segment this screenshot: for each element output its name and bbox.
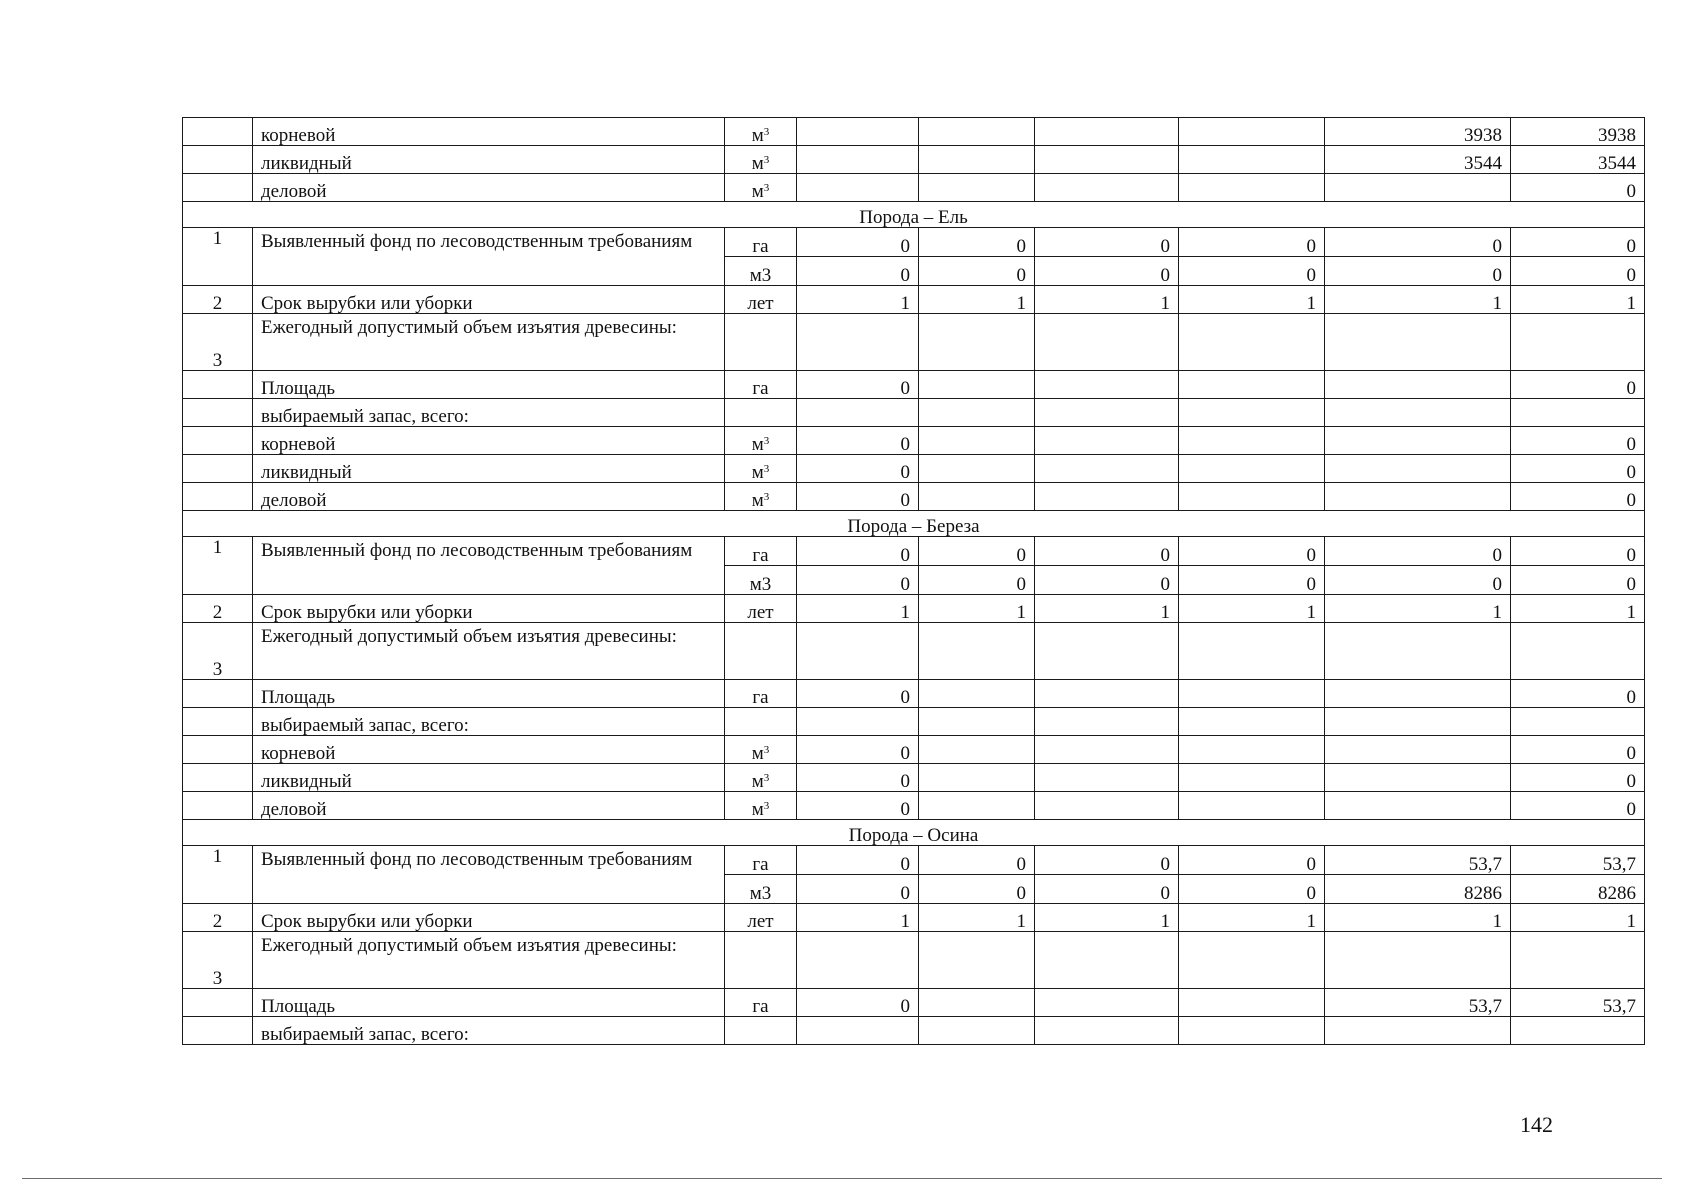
unit-exponent: 3 (763, 182, 770, 194)
row-number (183, 764, 253, 792)
value-cell (1325, 483, 1511, 511)
value-cell: 53,7 (1325, 989, 1511, 1017)
value-cell: 1 (1511, 286, 1645, 314)
empty-cell (1511, 932, 1645, 989)
table-row (183, 708, 1645, 736)
value-cell (797, 708, 919, 736)
value-cell: 0 (797, 455, 919, 483)
unit-label: м (751, 799, 764, 820)
value-cell: 0 (797, 736, 919, 764)
value-cell (1035, 792, 1179, 820)
row-label: деловой (253, 483, 725, 511)
value-cell: 3938 (1325, 118, 1511, 146)
value-cell (919, 989, 1035, 1017)
unit-cell (725, 483, 797, 511)
value-cell: 0 (1035, 257, 1179, 286)
table-row (183, 174, 1645, 202)
row-label: ликвидный (253, 764, 725, 792)
forest-use-table (182, 117, 1645, 1045)
row-label: Площадь (253, 371, 725, 399)
value-cell: 0 (1325, 257, 1511, 286)
row-number: 3 (183, 932, 253, 989)
row-number: 3 (183, 314, 253, 371)
row-number: 3 (183, 623, 253, 680)
value-cell (919, 371, 1035, 399)
unit-cell: лет (725, 286, 797, 314)
unit-exponent: 3 (763, 491, 770, 503)
value-cell (1325, 736, 1511, 764)
species-header: Порода – Береза (183, 511, 1645, 537)
value-cell (1035, 174, 1179, 202)
value-cell (1035, 427, 1179, 455)
unit-cell: га (725, 680, 797, 708)
value-cell: 0 (1035, 846, 1179, 875)
value-cell (1325, 764, 1511, 792)
unit-cell: га (725, 989, 797, 1017)
row-number (183, 174, 253, 202)
value-cell (919, 174, 1035, 202)
value-cell: 0 (797, 680, 919, 708)
table-row (183, 511, 1645, 537)
value-cell (1511, 399, 1645, 427)
row-number (183, 399, 253, 427)
value-cell (1325, 455, 1511, 483)
table-row (183, 427, 1645, 455)
table-row (183, 932, 1645, 989)
value-cell: 0 (797, 537, 919, 566)
value-cell: 0 (1035, 537, 1179, 566)
row-number: 2 (183, 286, 253, 314)
table-row (183, 455, 1645, 483)
value-cell (1035, 455, 1179, 483)
value-cell: 0 (919, 257, 1035, 286)
species-header: Порода – Ель (183, 202, 1645, 228)
value-cell (1035, 989, 1179, 1017)
value-cell: 0 (1035, 566, 1179, 595)
footer-divider (22, 1178, 1662, 1179)
unit-cell: лет (725, 904, 797, 932)
value-cell: 0 (1035, 228, 1179, 257)
empty-cell (1179, 932, 1325, 989)
value-cell: 0 (919, 875, 1035, 904)
unit-cell: га (725, 228, 797, 257)
page-number: 142 (1520, 1112, 1553, 1137)
table-row (183, 1017, 1645, 1045)
value-cell: 0 (1511, 764, 1645, 792)
table-row (183, 846, 1645, 875)
value-cell: 1 (797, 286, 919, 314)
value-cell (797, 399, 919, 427)
row-label: Площадь (253, 989, 725, 1017)
row-number: 1 (183, 228, 253, 286)
empty-cell (725, 932, 797, 989)
value-cell: 1 (1325, 904, 1511, 932)
value-cell: 1 (1035, 595, 1179, 623)
value-cell: 0 (797, 989, 919, 1017)
value-cell: 1 (919, 286, 1035, 314)
row-label: Ежегодный допустимый объем изъятия древесины: (253, 623, 725, 680)
value-cell (1179, 736, 1325, 764)
table-row (183, 228, 1645, 257)
value-cell: 0 (1179, 566, 1325, 595)
row-label: ликвидный (253, 455, 725, 483)
unit-exponent: 3 (763, 800, 770, 812)
value-cell (797, 118, 919, 146)
value-cell: 0 (1325, 228, 1511, 257)
table-row (183, 537, 1645, 566)
row-number: 2 (183, 904, 253, 932)
row-label: Срок вырубки или уборки (253, 904, 725, 932)
value-cell: 0 (1511, 427, 1645, 455)
unit-cell (725, 708, 797, 736)
value-cell (1179, 399, 1325, 427)
table-row (183, 371, 1645, 399)
empty-cell (919, 932, 1035, 989)
unit-cell (725, 146, 797, 174)
value-cell: 0 (1511, 174, 1645, 202)
unit-label: м (751, 125, 764, 146)
empty-cell (919, 623, 1035, 680)
value-cell: 0 (797, 875, 919, 904)
value-cell (1325, 708, 1511, 736)
unit-exponent: 3 (763, 463, 770, 475)
value-cell (797, 1017, 919, 1045)
value-cell: 1 (1179, 595, 1325, 623)
value-cell: 1 (1511, 595, 1645, 623)
empty-cell (1179, 623, 1325, 680)
empty-cell (797, 314, 919, 371)
value-cell: 0 (1179, 537, 1325, 566)
unit-exponent: 3 (763, 154, 770, 166)
row-label: деловой (253, 792, 725, 820)
value-cell (1179, 792, 1325, 820)
value-cell (919, 708, 1035, 736)
value-cell: 1 (1179, 904, 1325, 932)
value-cell (919, 764, 1035, 792)
unit-label: м (751, 153, 764, 174)
value-cell (1179, 764, 1325, 792)
table-row (183, 286, 1645, 314)
unit-cell (725, 764, 797, 792)
value-cell (1179, 174, 1325, 202)
value-cell: 0 (797, 257, 919, 286)
value-cell: 0 (1179, 846, 1325, 875)
table-row (183, 483, 1645, 511)
unit-label: м (751, 771, 764, 792)
row-label: Выявленный фонд по лесоводственным требованиям (253, 537, 725, 595)
row-label: Срок вырубки или уборки (253, 286, 725, 314)
unit-cell (725, 1017, 797, 1045)
value-cell (919, 483, 1035, 511)
value-cell: 0 (919, 537, 1035, 566)
row-label: Выявленный фонд по лесоводственным требованиям (253, 846, 725, 904)
value-cell: 0 (1511, 483, 1645, 511)
table-row (183, 736, 1645, 764)
unit-cell: м3 (725, 875, 797, 904)
table-row (183, 118, 1645, 146)
unit-exponent: 3 (763, 435, 770, 447)
row-number: 1 (183, 846, 253, 904)
row-number (183, 371, 253, 399)
value-cell (1035, 118, 1179, 146)
table-row (183, 904, 1645, 932)
value-cell (797, 174, 919, 202)
unit-cell: м3 (725, 566, 797, 595)
value-cell (1179, 483, 1325, 511)
value-cell (1035, 483, 1179, 511)
unit-cell (725, 399, 797, 427)
value-cell (1035, 736, 1179, 764)
value-cell (919, 118, 1035, 146)
value-cell: 1 (1179, 286, 1325, 314)
row-label: Срок вырубки или уборки (253, 595, 725, 623)
row-label: Выявленный фонд по лесоводственным требованиям (253, 228, 725, 286)
value-cell: 0 (1511, 537, 1645, 566)
value-cell: 1 (797, 904, 919, 932)
value-cell (1325, 680, 1511, 708)
value-cell (1179, 455, 1325, 483)
value-cell (1035, 371, 1179, 399)
value-cell: 0 (797, 764, 919, 792)
value-cell: 0 (1035, 875, 1179, 904)
row-number (183, 680, 253, 708)
row-number (183, 455, 253, 483)
value-cell: 1 (1325, 286, 1511, 314)
row-label: Ежегодный допустимый объем изъятия древесины: (253, 314, 725, 371)
value-cell: 0 (1511, 371, 1645, 399)
unit-label: м (751, 490, 764, 511)
value-cell (919, 427, 1035, 455)
row-label: выбираемый запас, всего: (253, 708, 725, 736)
unit-cell: га (725, 846, 797, 875)
value-cell: 3544 (1511, 146, 1645, 174)
unit-cell (725, 736, 797, 764)
value-cell: 0 (797, 371, 919, 399)
value-cell (1179, 1017, 1325, 1045)
value-cell: 0 (1325, 537, 1511, 566)
value-cell: 0 (1179, 875, 1325, 904)
unit-label: м (751, 434, 764, 455)
value-cell: 0 (1511, 257, 1645, 286)
row-number (183, 792, 253, 820)
empty-cell (1511, 623, 1645, 680)
value-cell: 0 (797, 792, 919, 820)
value-cell: 0 (1179, 228, 1325, 257)
value-cell (1179, 118, 1325, 146)
value-cell (1179, 371, 1325, 399)
value-cell (1035, 708, 1179, 736)
row-label: корневой (253, 736, 725, 764)
unit-exponent: 3 (763, 772, 770, 784)
unit-cell (725, 455, 797, 483)
empty-cell (725, 623, 797, 680)
value-cell (919, 399, 1035, 427)
row-label: корневой (253, 427, 725, 455)
value-cell: 0 (1511, 680, 1645, 708)
value-cell (1035, 1017, 1179, 1045)
value-cell: 8286 (1511, 875, 1645, 904)
unit-exponent: 3 (763, 744, 770, 756)
unit-label: м (751, 462, 764, 483)
value-cell (1035, 764, 1179, 792)
value-cell: 53,7 (1325, 846, 1511, 875)
value-cell: 0 (1325, 566, 1511, 595)
value-cell: 0 (1511, 566, 1645, 595)
value-cell (919, 680, 1035, 708)
unit-cell (725, 792, 797, 820)
empty-cell (797, 932, 919, 989)
empty-cell (1035, 932, 1179, 989)
row-number (183, 483, 253, 511)
value-cell (1325, 427, 1511, 455)
row-label: выбираемый запас, всего: (253, 1017, 725, 1045)
value-cell: 0 (1511, 455, 1645, 483)
value-cell: 1 (1511, 904, 1645, 932)
value-cell (919, 455, 1035, 483)
unit-label: м (751, 181, 764, 202)
unit-label: м (751, 743, 764, 764)
table-row (183, 399, 1645, 427)
row-number (183, 989, 253, 1017)
unit-cell (725, 118, 797, 146)
table-row (183, 989, 1645, 1017)
value-cell: 53,7 (1511, 989, 1645, 1017)
unit-cell (725, 174, 797, 202)
value-cell (919, 792, 1035, 820)
table-row (183, 146, 1645, 174)
value-cell (919, 146, 1035, 174)
value-cell (1511, 708, 1645, 736)
row-number (183, 427, 253, 455)
value-cell: 0 (1511, 792, 1645, 820)
value-cell: 1 (1325, 595, 1511, 623)
value-cell: 0 (1511, 736, 1645, 764)
value-cell: 0 (1179, 257, 1325, 286)
empty-cell (725, 314, 797, 371)
empty-cell (1511, 314, 1645, 371)
empty-cell (1179, 314, 1325, 371)
value-cell (1179, 989, 1325, 1017)
value-cell: 0 (797, 483, 919, 511)
value-cell (919, 1017, 1035, 1045)
table-row (183, 680, 1645, 708)
row-number (183, 736, 253, 764)
empty-cell (919, 314, 1035, 371)
empty-cell (797, 623, 919, 680)
table-row (183, 764, 1645, 792)
value-cell (797, 146, 919, 174)
value-cell (1325, 371, 1511, 399)
empty-cell (1325, 314, 1511, 371)
value-cell (1035, 399, 1179, 427)
value-cell: 0 (797, 566, 919, 595)
value-cell (1179, 146, 1325, 174)
table-row (183, 792, 1645, 820)
value-cell: 3544 (1325, 146, 1511, 174)
value-cell (1179, 708, 1325, 736)
table-row (183, 202, 1645, 228)
row-number (183, 118, 253, 146)
row-number (183, 1017, 253, 1045)
table-row (183, 314, 1645, 371)
unit-cell: м3 (725, 257, 797, 286)
unit-cell: лет (725, 595, 797, 623)
value-cell: 0 (797, 427, 919, 455)
table-row (183, 623, 1645, 680)
value-cell (1325, 792, 1511, 820)
row-label: деловой (253, 174, 725, 202)
value-cell: 1 (919, 595, 1035, 623)
row-number: 2 (183, 595, 253, 623)
value-cell: 1 (1035, 904, 1179, 932)
row-number (183, 708, 253, 736)
empty-cell (1035, 623, 1179, 680)
empty-cell (1325, 932, 1511, 989)
row-number (183, 146, 253, 174)
table-row (183, 820, 1645, 846)
empty-cell (1035, 314, 1179, 371)
value-cell (1325, 1017, 1511, 1045)
unit-cell: га (725, 537, 797, 566)
species-header: Порода – Осина (183, 820, 1645, 846)
value-cell: 8286 (1325, 875, 1511, 904)
value-cell (1179, 680, 1325, 708)
row-label: ликвидный (253, 146, 725, 174)
value-cell (1035, 680, 1179, 708)
unit-cell: га (725, 371, 797, 399)
value-cell (1325, 399, 1511, 427)
value-cell (1325, 174, 1511, 202)
value-cell: 1 (919, 904, 1035, 932)
row-label: Ежегодный допустимый объем изъятия древесины: (253, 932, 725, 989)
value-cell: 0 (797, 228, 919, 257)
value-cell: 0 (919, 566, 1035, 595)
value-cell (1511, 1017, 1645, 1045)
value-cell: 0 (1511, 228, 1645, 257)
value-cell: 0 (797, 846, 919, 875)
row-number: 1 (183, 537, 253, 595)
value-cell: 0 (919, 846, 1035, 875)
row-label: корневой (253, 118, 725, 146)
value-cell: 0 (919, 228, 1035, 257)
value-cell (1179, 427, 1325, 455)
row-label: выбираемый запас, всего: (253, 399, 725, 427)
table-row (183, 595, 1645, 623)
empty-cell (1325, 623, 1511, 680)
value-cell (1035, 146, 1179, 174)
row-label: Площадь (253, 680, 725, 708)
value-cell (919, 736, 1035, 764)
unit-exponent: 3 (763, 126, 770, 138)
unit-cell (725, 427, 797, 455)
value-cell: 1 (1035, 286, 1179, 314)
value-cell: 53,7 (1511, 846, 1645, 875)
value-cell: 1 (797, 595, 919, 623)
value-cell: 3938 (1511, 118, 1645, 146)
